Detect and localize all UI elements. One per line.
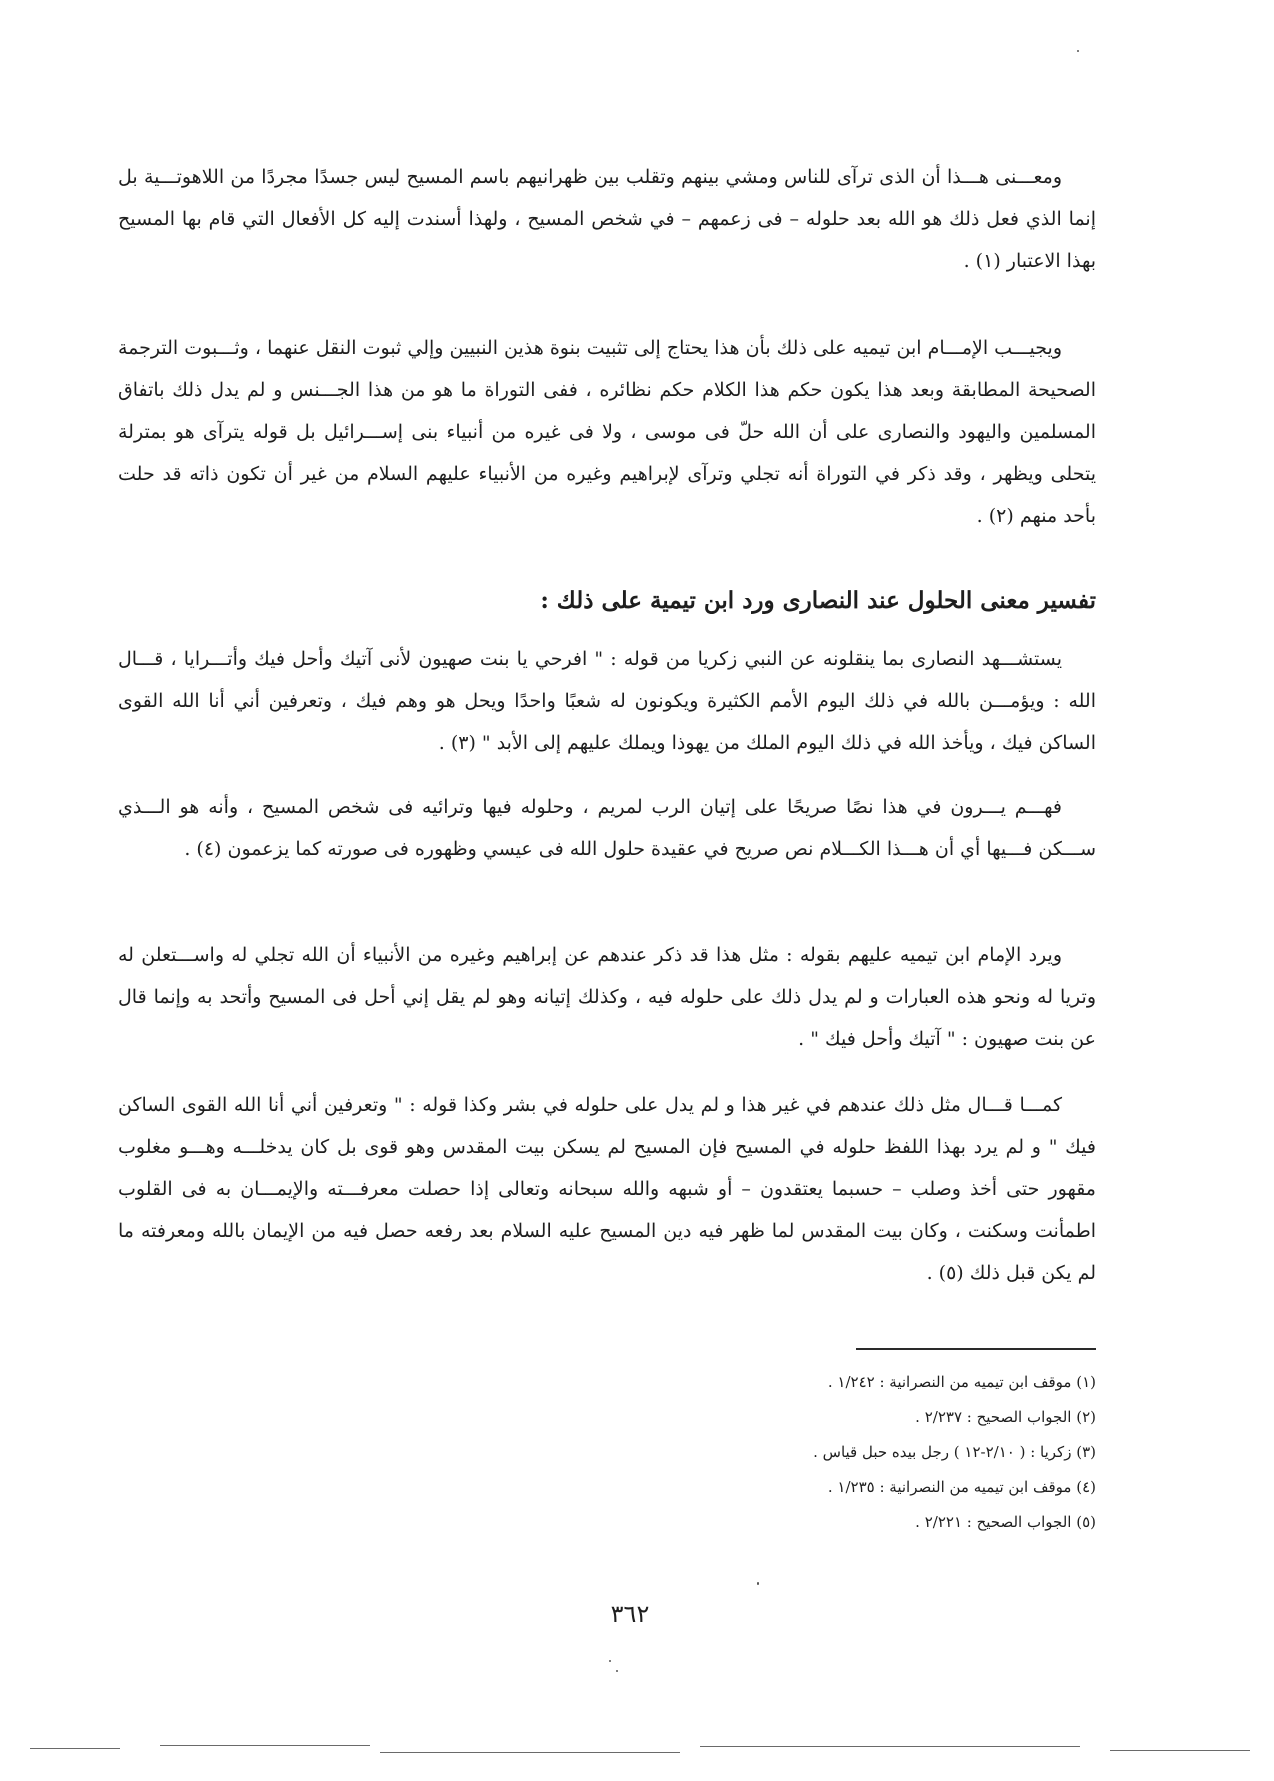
scan-speck: [757, 1582, 759, 1585]
body-paragraph: [118, 934, 1096, 1060]
footnote-item: (٣) زكريا : ( ٢/١٠-١٢ ) رجل بيده حبل قياس .: [813, 1443, 1096, 1461]
body-paragraph: [118, 327, 1096, 537]
paragraph-text: ومعـــنى هـــذا أن الذى ترآى للناس ومشي بينهم وتقلب بين ظهرانيهم باسم المسيح ليس جسدًا مجردًا من اللاهوتـــية بل إنما الذي فعل ذلك هو الله بعد حلوله – فى زعمهم – في شخص المسيح ، ولهذا أسندت إليه كل الأفعال التي قام بها المسيح بهذا الاعتبار (١) .: [118, 166, 1096, 272]
scan-edge-line: [1110, 1750, 1250, 1751]
scan-speck: [1077, 50, 1079, 52]
scan-edge-line: [700, 1746, 1080, 1747]
footnotes: [640, 1365, 1096, 1540]
footnote-item: (٥) الجواب الصحيح : ٢/٢٢١ .: [915, 1513, 1096, 1531]
page-number: ٣٦٢: [610, 1600, 650, 1628]
scan-edge-line: [380, 1752, 680, 1753]
body-paragraph: [118, 638, 1096, 764]
heading-text: تفسير معنى الحلول عند النصارى ورد ابن تيمية على ذلك :: [540, 587, 1096, 614]
scan-edge-line: [30, 1748, 120, 1749]
footnote-item: (٢) الجواب الصحيح : ٢/٢٣٧ .: [915, 1408, 1096, 1426]
section-heading: [118, 580, 1096, 622]
scan-edge-line: [160, 1745, 370, 1746]
body-paragraph: [118, 156, 1096, 282]
scan-speck: [609, 1660, 611, 1662]
footnote-divider: [856, 1348, 1096, 1350]
paragraph-text: كمـــا قـــال مثل ذلك عندهم في غير هذا و لم يدل على حلوله في بشر وكذا قوله : " وتعرفين أني أنا الله القوى الساكن فيك " و لم يرد بهذا اللفظ حلوله في المسيح فإن المسيح لم يسكن بيت المقدس وهو قوى بل كان يدخلـــه وهـــو مغلوب مقهور حتى أخذ وصلب – حسبما يعتقدون – أو شبهه والله سبحانه وتعالى إذا حصلت معرفـــته والإيمـــان به فى القلوب اطمأنت وسكنت ، وكان بيت المقدس لما ظهر فيه دين المسيح عليه السلام بعد رفعه حصل فيه من الإيمان بالله ومعرفته ما لم يكن قبل ذلك (٥) .: [118, 1094, 1096, 1284]
footnote-item: (٤) موقف ابن تيميه من النصرانية : ١/٢٣٥ .: [827, 1478, 1096, 1496]
body-paragraph: [118, 786, 1096, 870]
paragraph-text: ويجيـــب الإمـــام ابن تيميه على ذلك بأن هذا يحتاج إلى تثبيت بنوة هذين النبيين وإلي ثبوت النقل عنهما ، وثـــبوت الترجمة الصحيحة المطابقة وبعد هذا يكون حكم هذا الكلام حكم نظائره ، ففى التوراة ما هو من هذا الجـــنس و لم يدل ذلك باتفاق المسلمين واليهود والنصارى على أن الله حلّ فى موسى ، ولا فى غيره من أنبياء بنى إســـرائيل بل قوله يترآى هو بمترلة يتحلى ويظهر ، وقد ذكر في التوراة أنه تجلي وترآى لإبراهيم وغيره من الأنبياء عليهم السلام من غير أن تكون ذاته قد حلت بأحد منهم (٢) .: [118, 337, 1096, 527]
scan-speck: [616, 1670, 618, 1672]
paragraph-text: فهـــم يـــرون في هذا نصًا صريحًا على إتيان الرب لمريم ، وحلوله فيها وترائيه فى شخص المسيح ، وأنه هو الـــذي ســـكن فـــيها أي أن هـــذا الكـــلام نص صريح في عقيدة حلول الله فى عيسي وظهوره فى صورته كما يزعمون (٤) .: [118, 796, 1096, 860]
paragraph-text: يستشـــهد النصارى بما ينقلونه عن النبي زكريا من قوله : " افرحي يا بنت صهيون لأنى آتيك وأحل فيك وأتـــرايا ، قـــال الله : ويؤمـــن بالله في ذلك اليوم الأمم الكثيرة ويكونون له شعبًا واحدًا ويحل هو وهم فيك ، وتعرفين أني أنا الله القوى الساكن فيك ، ويأخذ الله في ذلك اليوم الملك من يهوذا ويملك عليهم إلى الأبد " (٣) .: [118, 648, 1096, 754]
body-paragraph: [118, 1084, 1096, 1294]
footnote-item: (١) موقف ابن تيميه من النصرانية : ١/٢٤٢ .: [827, 1373, 1096, 1391]
paragraph-text: ويرد الإمام ابن تيميه عليهم بقوله : مثل هذا قد ذكر عندهم عن إبراهيم وغيره من الأنبياء أن الله تجلي له واســـتعلن له وتريا له ونحو هذه العبارات و لم يدل ذلك على حلوله فيه ، وكذلك إتيانه وهو لم يقل إني أحل فى المسيح وأتحد به وإنما قال عن بنت صهيون : " آتيك وأحل فيك " .: [118, 944, 1096, 1050]
